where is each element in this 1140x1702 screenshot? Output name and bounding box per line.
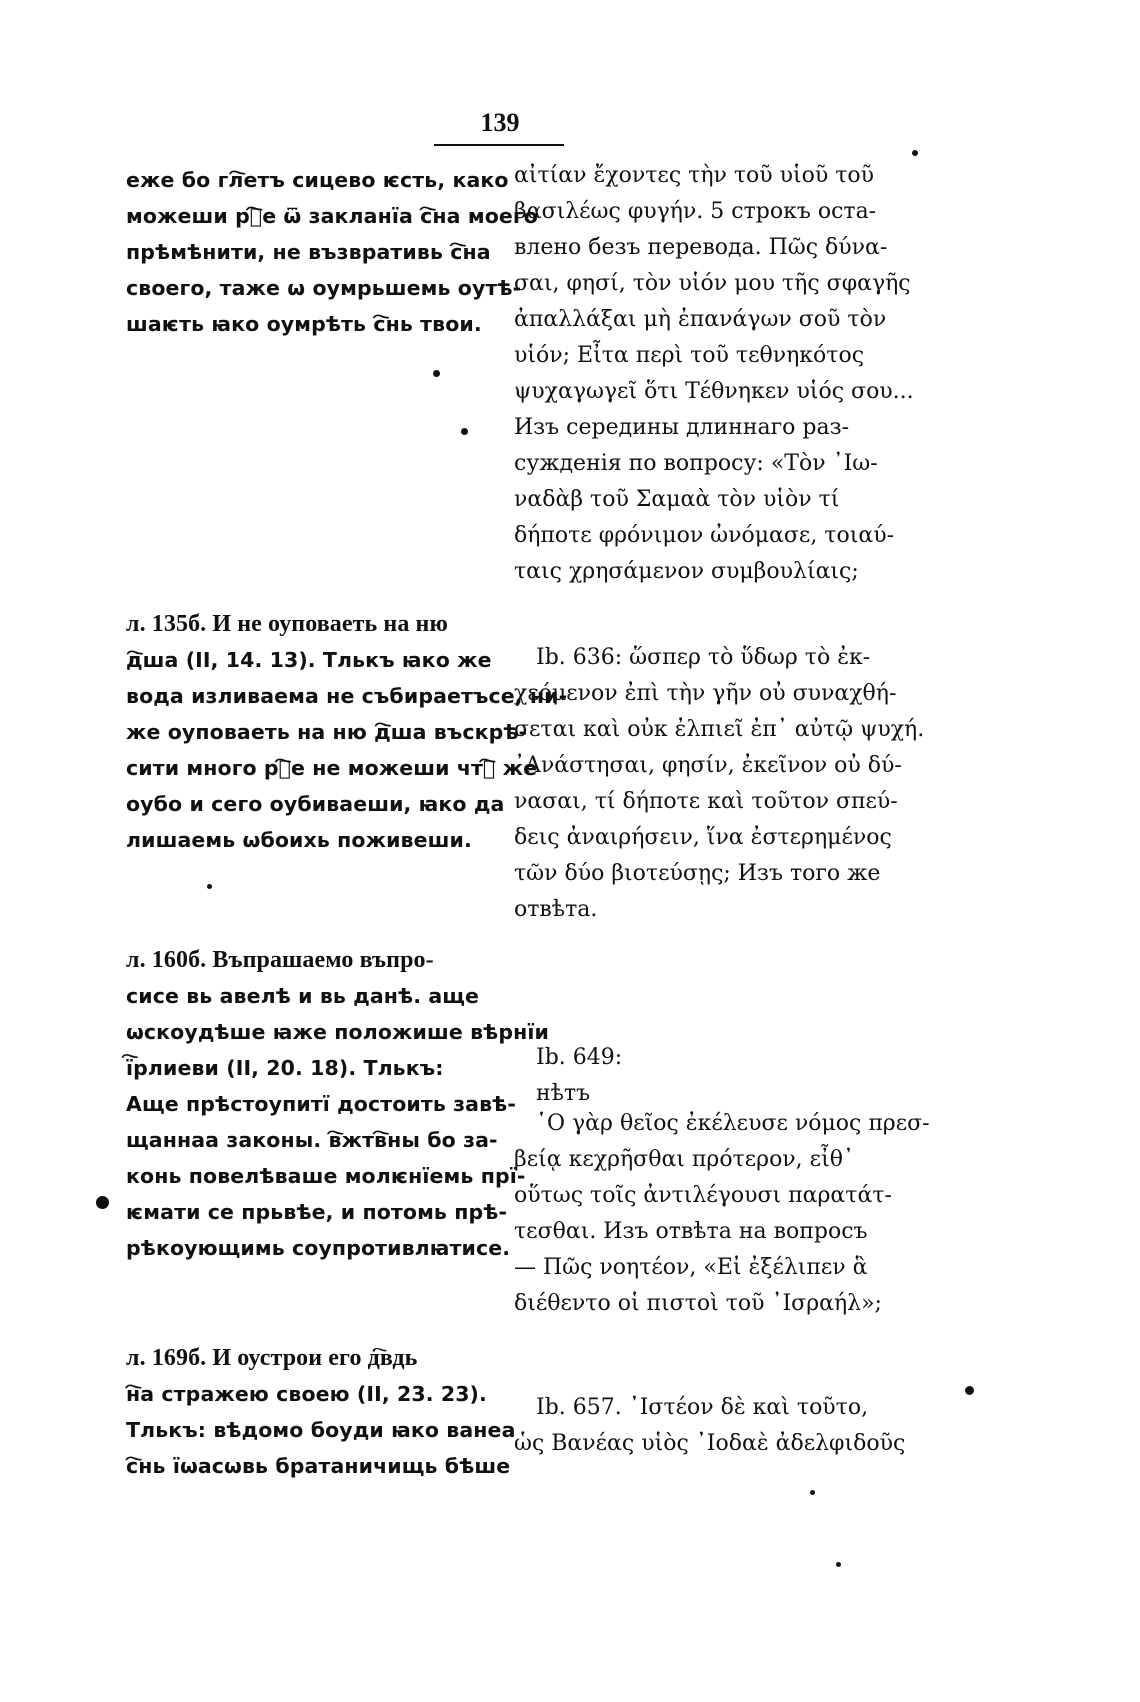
right-passage-2-line: τῶν δύο βιοτεύσῃς; Изъ того же [514, 861, 881, 886]
scan-speck [810, 1490, 815, 1495]
folio-reference: л. 160б. Въпрашаемо въпро- [126, 947, 434, 973]
right-passage-5 [514, 1390, 906, 1462]
left-passage-1-line: прѣмѣнити, не възвративь с҇на [126, 240, 491, 264]
left-passage-3-line: ѥмати се прьвѣе, и потомь прѣ- [126, 1200, 508, 1224]
right-passage-3 [536, 1040, 622, 1112]
right-passage-1-line: сужденія по вопросу: «Τὸν ᾿Ιω- [514, 451, 878, 476]
left-passage-3-line: ї҇рлиеви (II, 20. 18). Тлькъ: [126, 1056, 444, 1080]
right-passage-2 [514, 640, 925, 928]
right-passage-5-line: Ib. 657. ᾿Ιστέον δὲ καὶ τοῦτο, [536, 1395, 869, 1420]
right-passage-1-line: Изъ середины длиннаго раз- [514, 415, 850, 440]
left-passage-4-line: с҇нь їѡасѡвь братаничищь бѣше [126, 1454, 511, 1478]
right-passage-1 [514, 158, 914, 590]
left-passage-4 [126, 1340, 516, 1484]
left-passage-1-line: можеши рⷷ҇е ѿ закланїа с҇на моего [126, 204, 538, 228]
page-number: 139 [480, 108, 520, 137]
folio-reference: л. 169б. И оустрои его д҇вдь [126, 1345, 418, 1371]
right-passage-1-line: ψυχαγωγεῖ ὅτι Τέθνηκεν υἱός σου... [514, 379, 914, 404]
left-passage-1 [126, 162, 538, 342]
left-passage-2-line: лишаемь ѡбоихь поживеши. [126, 828, 472, 852]
left-passage-2-line: сити много рⷷ҇е не можеши чтⷪ҇ же [126, 756, 538, 780]
right-passage-4-line: οὕτως τοῖς ἀντιλέγουσι παρατάτ- [514, 1183, 892, 1208]
right-passage-1-line: влено безъ перевода. Πῶς δύνα- [514, 235, 888, 260]
left-passage-2-line: оубо и сего оубиваеши, ꙗко да [126, 792, 505, 816]
right-passage-4 [514, 1106, 930, 1322]
left-passage-1-line: еже бо гл҇етъ сицево ѥсть, како [126, 168, 509, 192]
left-passage-4-line: Тлькъ: вѣдомо боуди ꙗко ванеа [126, 1418, 516, 1442]
left-passage-1-line: своего, таже ѡ оумрьшемь оутѣ- [126, 276, 522, 300]
right-passage-2-line: отвѣта. [514, 897, 598, 922]
right-passage-4-line: ῾Ο γὰρ θεῖος ἐκέλευσε νόμος πρεσ- [536, 1111, 930, 1136]
right-passage-3-line: Ib. 649: [536, 1045, 623, 1070]
right-passage-2-line: χεόμενον ἐπὶ τὴν γῆν οὐ συναχθή- [514, 681, 897, 706]
left-passage-1-line: шаѥть ꙗко оумрѣть с҇нь твои. [126, 312, 482, 336]
scan-speck [836, 1562, 841, 1567]
right-passage-1-line: ἀπαλλάξαι μὴ ἐπανάγων σοῦ τὸν [514, 307, 887, 332]
right-passage-4-line: διέθεντο οἱ πιστοὶ τοῦ ᾿Ισραήλ»; [514, 1291, 882, 1316]
left-passage-3-line: конь повелѣваше молѥнїемь прї- [126, 1164, 526, 1188]
right-passage-4-line: τεσθαι. Изъ отвѣта на вопросъ [514, 1219, 868, 1244]
scan-speck [96, 1196, 109, 1209]
right-passage-2-line: σεται καὶ οὐκ ἐλπιεῖ ἐπ᾿ αὐτῷ ψυχή. [514, 717, 925, 742]
right-passage-4-line: — Πῶς νοητέον, «Εἰ ἐξέλιπεν ἃ [514, 1255, 868, 1280]
left-passage-2 [126, 606, 567, 858]
left-passage-3-line: рѣкоующимь соупротивлꙗтисе. [126, 1236, 511, 1260]
left-passage-3-line: сисе вь авелѣ и вь данѣ. аще [126, 984, 480, 1008]
right-passage-1-line: δήποτε φρόνιμον ὠνόμασε, τοιαύ- [514, 523, 895, 548]
scan-speck [433, 370, 440, 377]
left-passage-2-line: д҇ша (II, 14. 13). Тлькъ ꙗко же [126, 648, 492, 672]
left-passage-3 [126, 942, 549, 1266]
scan-speck [965, 1386, 974, 1395]
right-passage-1-line: αἰτίαν ἔχοντες τὴν τοῦ υἱοῦ τοῦ [514, 163, 875, 188]
right-passage-2-line: ᾿Ανάστησαι, φησίν, ἐκεῖνον οὐ δύ- [514, 753, 902, 778]
right-passage-1-line: βασιλέως φυγήν. 5 строкъ оста- [514, 199, 877, 224]
left-passage-3-line: Аще прѣстоупитї достоить завѣ- [126, 1092, 516, 1116]
right-passage-2-line: δεις ἀναιρήσειν, ἵνα ἐστερημένος [514, 825, 892, 850]
left-passage-2-line: вода изливаема не събираетъсе, ни- [126, 684, 568, 708]
left-passage-4-line: н҇а стражею своею (II, 23. 23). [126, 1382, 487, 1406]
right-passage-2-line: Ib. 636: ὥσπερ τὸ ὕδωρ τὸ ἐκ- [536, 645, 871, 670]
scan-speck [912, 150, 918, 156]
right-passage-2-line: νασαι, τί δήποτε καὶ τοῦτον σπεύ- [514, 789, 898, 814]
left-passage-2-line: же оуповаеть на ню д҇ша въскрѣ- [126, 720, 528, 744]
right-passage-1-line: ναδὰβ τοῦ Σαμαὰ τὸν υἱὸν τί [514, 487, 840, 512]
page-number-rule [434, 144, 564, 146]
right-passage-4-line: βείᾳ κεχρῆσθαι πρότερον, εἶθ᾿ [514, 1147, 854, 1172]
right-passage-1-line: υἱόν; Εἶτα περὶ τοῦ τεθνηκότος [514, 343, 865, 368]
left-passage-3-line: щаннаа законы. в҇жтв҇ны бо за- [126, 1128, 498, 1152]
scan-speck [207, 884, 212, 889]
right-passage-3-line: нѣтъ [536, 1081, 591, 1106]
right-passage-1-line: σαι, φησί, τὸν υἱόν μου τῆς σφαγῆς [514, 271, 911, 296]
folio-reference: л. 135б. И не оуповаеть на ню [126, 611, 448, 637]
right-passage-1-line: ταις χρησάμενον συμβουλίαις; [514, 559, 859, 584]
scan-speck [461, 428, 468, 435]
left-passage-3-line: ѡскоудѣше ꙗже положише вѣрнїи [126, 1020, 549, 1044]
right-passage-5-line: ὡς Βανέας υἱὸς ᾿Ιοδαὲ ἀδελφιδοῦς [514, 1431, 906, 1456]
